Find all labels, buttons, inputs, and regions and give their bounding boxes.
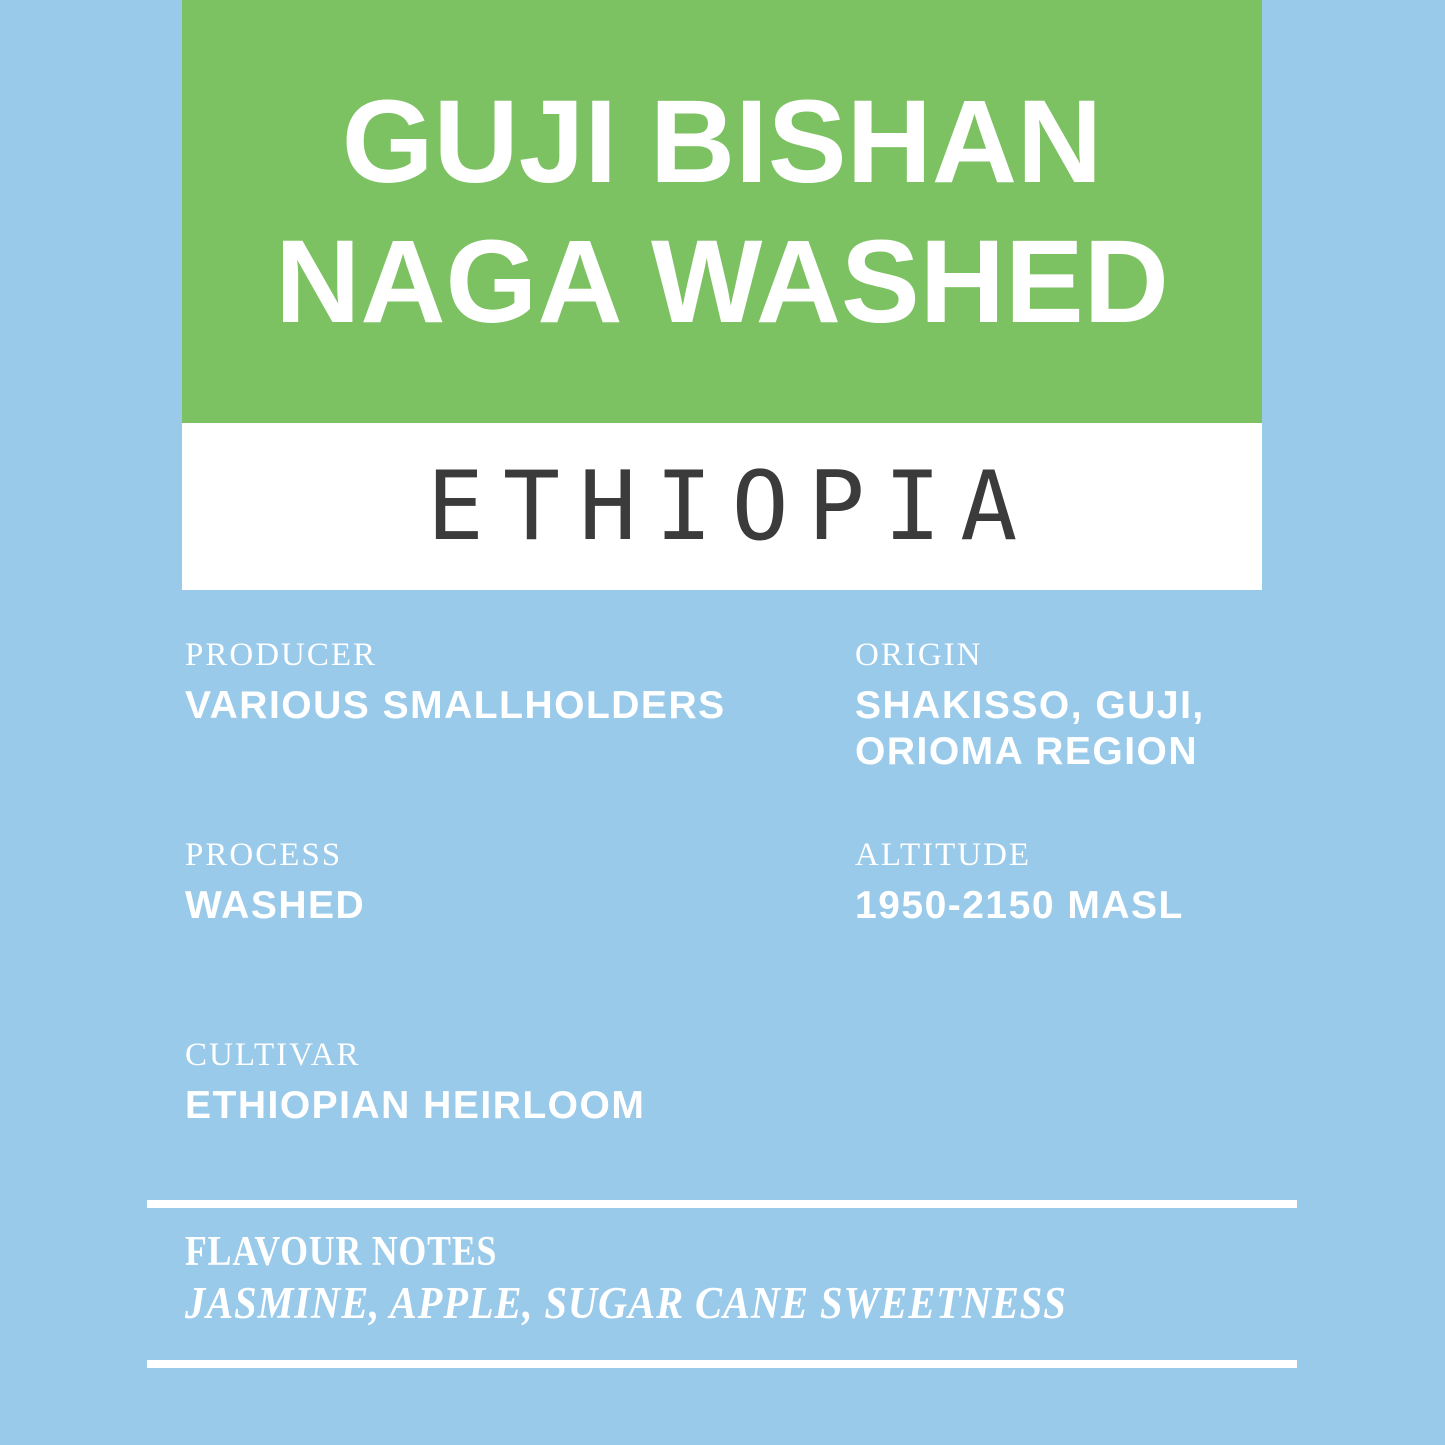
coffee-title-line-2: NAGA WASHED xyxy=(275,215,1169,348)
origin-label: ORIGIN xyxy=(855,637,983,673)
producer-label: PRODUCER xyxy=(185,637,378,673)
altitude-value: 1950-2150 MASL xyxy=(855,884,1184,927)
origin-value xyxy=(855,683,1205,775)
producer-value: VARIOUS SMALLHOLDERS xyxy=(185,684,726,727)
cultivar-field xyxy=(185,1035,645,1129)
flavour-notes-label: FLAVOUR NOTES xyxy=(185,1229,498,1275)
divider-bottom xyxy=(147,1360,1297,1368)
country-band xyxy=(182,423,1262,590)
divider-top xyxy=(147,1200,1297,1208)
producer-field xyxy=(185,635,726,729)
process-value: WASHED xyxy=(185,884,366,927)
process-field xyxy=(185,835,365,929)
origin-value-line-1: SHAKISSO, GUJI, xyxy=(855,684,1205,727)
altitude-field xyxy=(855,835,1184,929)
altitude-label: ALTITUDE xyxy=(855,837,1032,873)
country-name: ETHIOPIA xyxy=(426,451,1037,562)
coffee-title-line-1: GUJI BISHAN xyxy=(341,75,1103,208)
cultivar-label: CULTIVAR xyxy=(185,1037,361,1073)
header-green-block xyxy=(182,0,1262,423)
process-label: PROCESS xyxy=(185,837,343,873)
origin-field xyxy=(855,635,1205,775)
origin-value-line-2: ORIOMA REGION xyxy=(855,730,1199,773)
cultivar-value: ETHIOPIAN HEIRLOOM xyxy=(185,1084,646,1127)
flavour-notes-value: JASMINE, APPLE, SUGAR CANE SWEETNESS xyxy=(185,1278,1067,1328)
